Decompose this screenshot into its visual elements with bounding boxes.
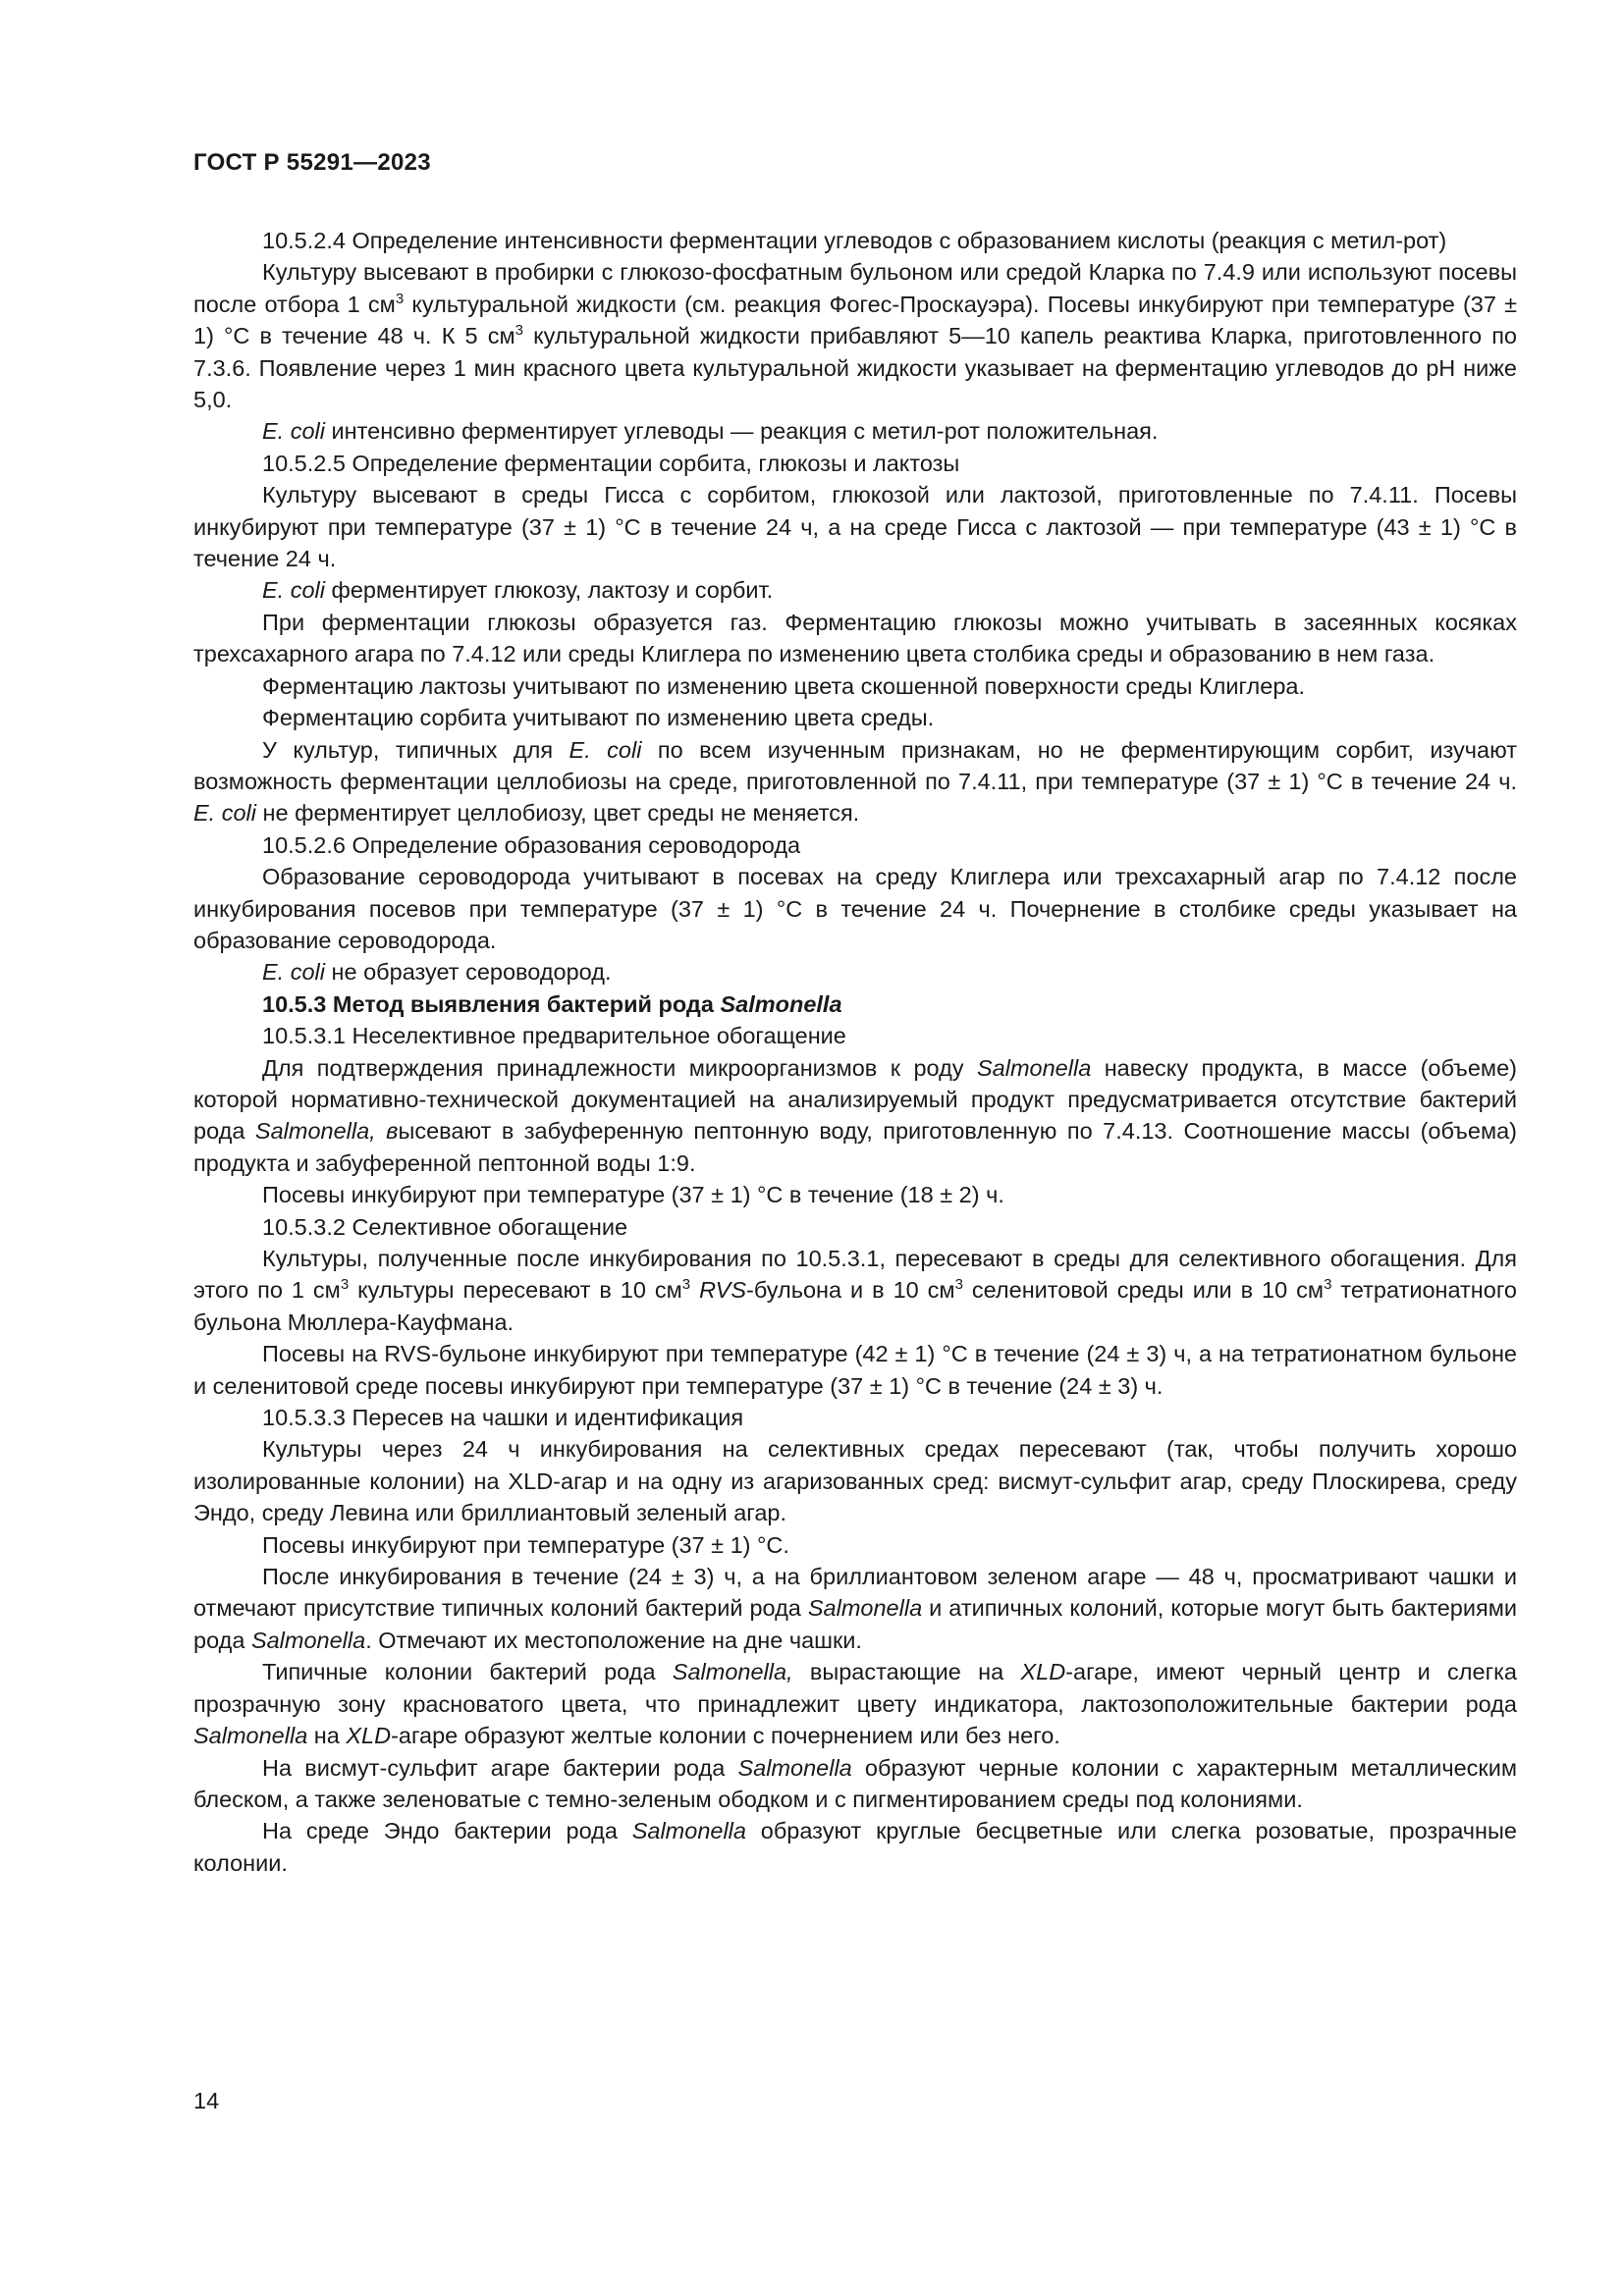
paragraph: На среде Эндо бактерии рода Salmonella образуют круглые бесцветные или слегка розоватые, прозрачные колонии. [193, 1818, 1517, 1876]
paragraph: На висмут-сульфит агаре бактерии рода Salmonella образуют черные колонии с характерным металлическим блеском, а также зеленоватые с темно-зеленым ободком и с пигментированием среды под колониями. [193, 1754, 1517, 1812]
paragraph: Культуру высевают в пробирки с глюкозо-фосфатным бульоном или средой Кларка по 7.4.9 или используют посевы после отбора 1 $см^3$ культуральной жидкости (см. реакция Фогес-Проскауэра). Посевы инкубируют при температуре (37 ± 1) °С в течение 48 ч. К 5 $см^3$ культуральной жидкости прибавляют 5—10 капель реактива Кларка, приготовленного по 7.3.6. Появление через 1 мин красного цвета культуральной жидкости указывает на ферментацию углеводов до pH ниже 5,0. [193, 259, 1518, 413]
paragraph: 10.5.2.4 Определение интенсивности ферментации углеводов с образованием кислоты (реакция с метил-рот) [262, 228, 1447, 253]
paragraph: 10.5.2.5 Определение ферментации сорбита, глюкозы и лактозы [262, 450, 960, 476]
paragraph: У культур, типичных для E. coli по всем изученным признакам, но не ферментирующим сорбит, изучают возможность ферментации целлобиозы на среде, приготовленной по 7.4.11, при температуре (37 ± 1) °С в течение 24 ч. E. coli не ферментирует целлобиозу, цвет среды не меняется. [193, 736, 1517, 827]
document-header: ГОСТ Р 55291—2023 [193, 149, 431, 176]
paragraph: 10.5.3.1 Неселективное предварительное обогащение [262, 1023, 846, 1049]
paragraph: E. coli ферментирует глюкозу, лактозу и сорбит. [262, 577, 774, 604]
paragraph: Для подтверждения принадлежности микроорганизмов к роду Salmonella навеску продукта, в массе (объеме) которой нормативно-технической документацией на анализируемый продукт предусматривается отсутствие бактерий рода Salmonella, высевают в забуференную пептонную воду, приготовленную по 7.4.13. Соотношение массы (объема) продукта и забуференной пептонной воды 1:9. [193, 1054, 1517, 1176]
paragraph: E. coli интенсивно ферментирует углеводы — реакция с метил-рот положительная. [262, 418, 1159, 445]
document-body [193, 225, 1517, 1879]
paragraph: Культуру высевают в среды Гисса с сорбитом, глюкозой или лактозой, приготовленные по 7.4.11. Посевы инкубируют при температуре (37 ± 1) °С в течение 24 ч, а на среде Гисса с лактозой — при температуре (43 ± 1) °С в течение 24 ч. [193, 482, 1517, 572]
paragraph: Посевы на RVS-бульоне инкубируют при температуре (42 ± 1) °С в течение (24 ± 3) ч, а на тетратионатном бульоне и селенитовой среде посевы инкубируют при температуре (37 ± 1) °С в течение (24 ± 3) ч. [193, 1341, 1517, 1399]
paragraph: Образование сероводорода учитывают в посевах на среду Клиглера или трехсахарный агар по 7.4.12 после инкубирования посевов при температуре (37 ± 1) °С в течение 24 ч. Почернение в столбике среды указывает на образование сероводорода. [193, 864, 1517, 953]
section-heading: 10.5.3 Метод выявления бактерий рода Salmonella [262, 990, 842, 1017]
paragraph: E. coli не образует сероводород. [262, 959, 612, 986]
paragraph: 10.5.2.6 Определение образования сероводорода [262, 831, 801, 858]
paragraph: При ферментации глюкозы образуется газ. Ферментацию глюкозы можно учитывать в засеянных косяках трехсахарного агара по 7.4.12 или среды Клиглера по изменению цвета столбика среды и образованию в нем газа. [193, 609, 1517, 667]
paragraph: Ферментацию лактозы учитывают по изменению цвета скошенной поверхности среды Клиглера. [262, 672, 1305, 699]
paragraph: 10.5.3.2 Селективное обогащение [262, 1213, 628, 1240]
paragraph: Культуры через 24 ч инкубирования на селективных средах пересевают (так, чтобы получить хорошо изолированные колонии) на XLD-агар и на одну из агаризованных сред: висмут-сульфит агар, среду Плоскирева, среду Эндо, среду Левина или бриллиантовый зеленый агар. [193, 1436, 1517, 1526]
paragraph: Ферментацию сорбита учитывают по изменению цвета среды. [262, 705, 935, 731]
paragraph: Культуры, полученные после инкубирования по 10.5.3.1, пересевают в среды для селективного обогащения. Для этого по 1 $см^3$ культуры пересевают в 10 $см^3$ RVS-бульона и в 10 $см^3$ селенитовой среды или в 10 $см^3$ тетратионатного бульона Мюллера-Кауфмана. [193, 1246, 1517, 1335]
paragraph: Типичные колонии бактерий рода Salmonella, вырастающие на XLD-агаре, имеют черный центр и слегка прозрачную зону красноватого цвета, что принадлежит цвету индикатора, лактозоположительные бактерии рода Salmonella на XLD-агаре образуют желтые колонии с почернением или без него. [193, 1659, 1518, 1749]
paragraph: 10.5.3.3 Пересев на чашки и идентификация [262, 1405, 744, 1431]
paragraph: Посевы инкубируют при температуре (37 ± 1) °С. [262, 1531, 789, 1558]
paragraph: После инкубирования в течение (24 ± 3) ч, а на бриллиантовом зеленом агаре — 48 ч, просматривают чашки и отмечают присутствие типичных колоний бактерий рода Salmonella и атипичных колоний, которые могут быть бактериями рода Salmonella. Отмечают их местоположение на дне чашки. [193, 1564, 1517, 1653]
page-number: 14 [193, 2088, 220, 2113]
paragraph: Посевы инкубируют при температуре (37 ± 1) °С в течение (18 ± 2) ч. [262, 1182, 1004, 1208]
